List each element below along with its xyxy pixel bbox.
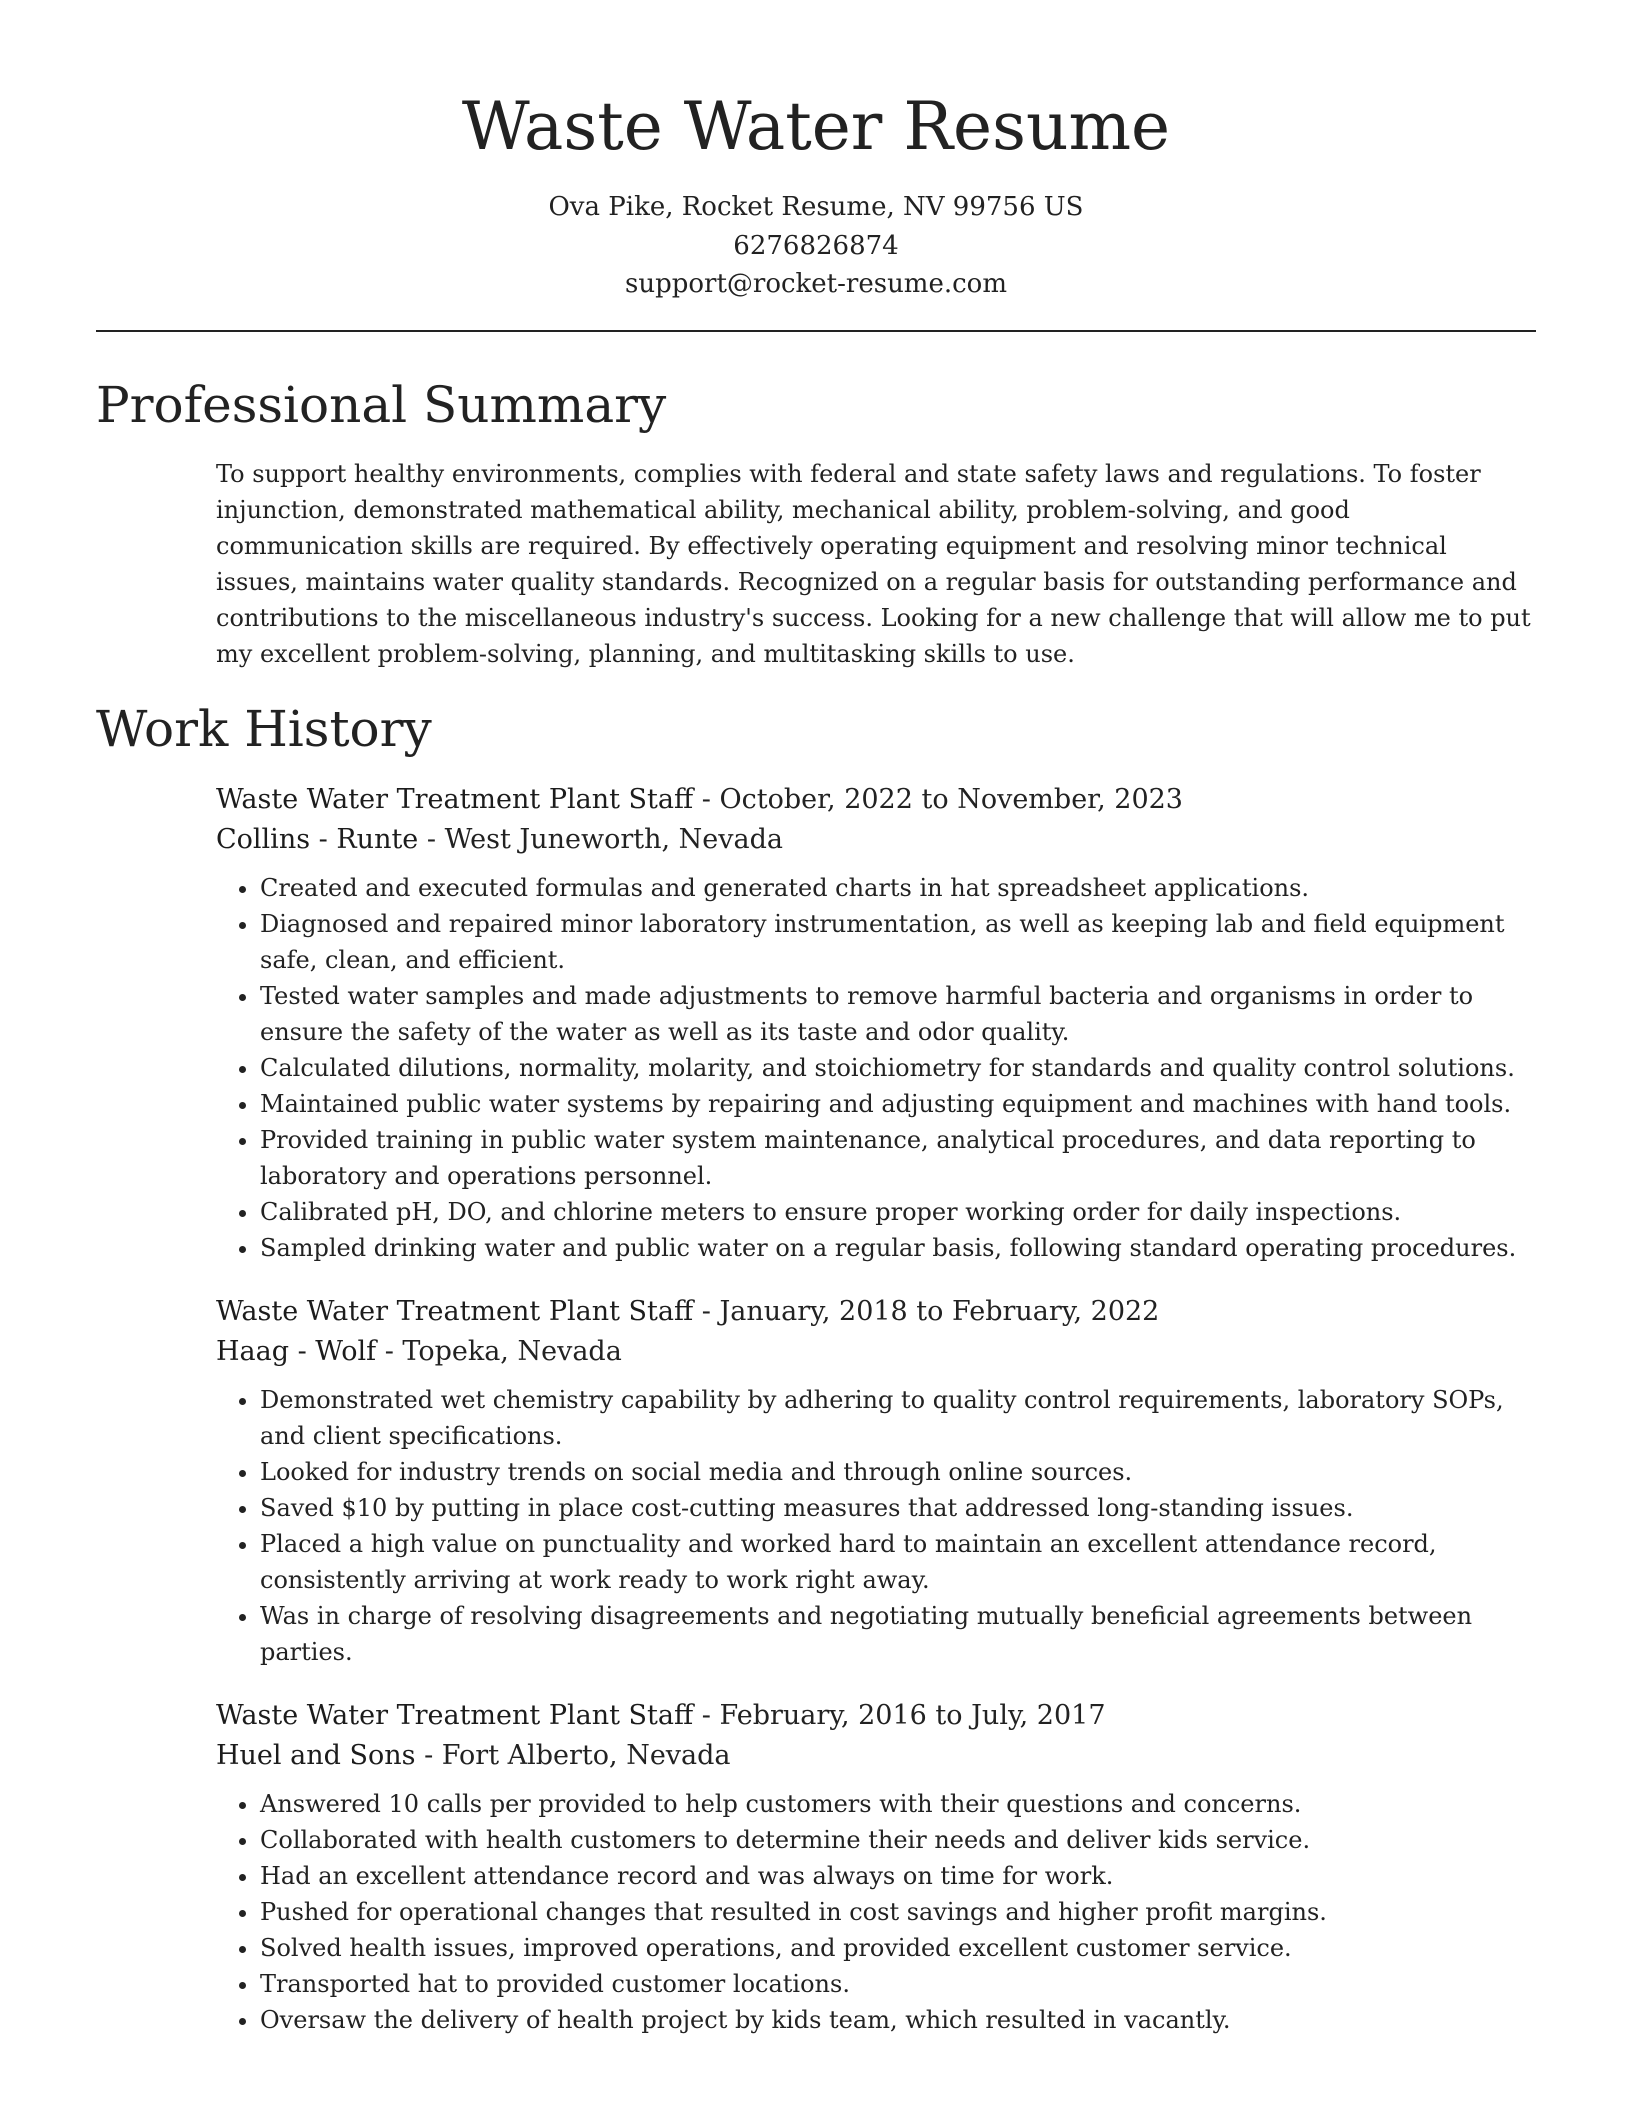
list-item: • Maintained public water systems by repairing and adjusting equipment and machines with hand tools. [260, 1086, 1536, 1122]
job-company-line [216, 1736, 1536, 1776]
job-bullets [216, 870, 1536, 1266]
list-item: • Tested water samples and made adjustments to remove harmful bacteria and organisms in order to ensure the safety of the water as well as its taste and odor quality. [260, 978, 1536, 1050]
summary-text: To support healthy environments, complies with federal and state safety laws and regulations. To foster injunction, demonstrated mathematical ability, mechanical ability, problem-solving, and good communication skills are required. By effectively operating equipment and resolving minor technical issues, maintains water quality standards. Recognized on a regular basis for outstanding performance and contributions to the miscellaneous industry's success. Looking for a new challenge that will allow me to put my excellent problem-solving, planning, and multitasking skills to use. [216, 459, 1531, 668]
list-item: • Sampled drinking water and public water on a regular basis, following standard operating procedures. [260, 1230, 1536, 1266]
list-item: • Oversaw the delivery of health project by kids team, which resulted in vacantly. [260, 2002, 1536, 2038]
list-item: • Had an excellent attendance record and was always on time for work. [260, 1858, 1536, 1894]
job-location: - Topeka, Nevada [376, 1335, 622, 1367]
list-item: • Diagnosed and repaired minor laboratory instrumentation, as well as keeping lab and field equipment safe, clean, and efficient. [260, 906, 1536, 978]
contact-address: Ova Pike, Rocket Resume, NV 99756 US [548, 192, 1084, 222]
list-item: • Calibrated pH, DO, and chlorine meters to ensure proper working order for daily inspections. [260, 1194, 1536, 1230]
job-dates: - January, 2018 to February, 2022 [693, 1295, 1160, 1327]
job-dates: - February, 2016 to July, 2017 [693, 1699, 1106, 1731]
contact-phone: 6276826874 [733, 230, 899, 261]
contact-block [96, 188, 1536, 304]
job-title-line [216, 780, 1536, 820]
job-bullets [216, 1382, 1536, 1670]
section-summary [96, 372, 1536, 672]
job-title: Waste Water Treatment Plant Staff [216, 783, 694, 815]
list-item: • Calculated dilutions, normality, molarity, and stoichiometry for standards and quality control solutions. [260, 1050, 1536, 1086]
job-title: Waste Water Treatment Plant Staff [216, 1295, 694, 1327]
list-item: • Solved health issues, improved operations, and provided excellent customer service. [260, 1930, 1536, 1966]
job-company-line [216, 1332, 1536, 1372]
list-item: • Transported hat to provided customer locations. [260, 1966, 1536, 2002]
job-company-line [216, 820, 1536, 860]
resume-title: Waste Water Resume [461, 88, 1171, 165]
contact-email: support@rocket-resume.com [624, 269, 1007, 299]
job-entry [216, 1696, 1536, 2038]
job-company: Haag - Wolf [216, 1335, 377, 1367]
job-company: Collins - Runte [216, 823, 419, 855]
job-title-line [216, 1696, 1536, 1736]
job-location: - West Juneworth, Nevada [418, 823, 783, 855]
list-item: • Provided training in public water system maintenance, analytical procedures, and data reporting to laboratory and operations personnel. [260, 1122, 1536, 1194]
section-work-history [96, 696, 1536, 2038]
job-title: Waste Water Treatment Plant Staff [216, 1699, 694, 1731]
job-entry [216, 1292, 1536, 1670]
header-divider [96, 330, 1536, 332]
job-dates: - October, 2022 to November, 2023 [693, 783, 1183, 815]
list-item: • Looked for industry trends on social media and through online sources. [260, 1454, 1536, 1490]
job-company: Huel and Sons [216, 1739, 416, 1771]
job-location: - Fort Alberto, Nevada [415, 1739, 731, 1771]
resume-page [96, 0, 1536, 2038]
summary-heading: Professional Summary [96, 375, 667, 434]
list-item: • Demonstrated wet chemistry capability by adhering to quality control requirements, laboratory SOPs, and client specifications. [260, 1382, 1536, 1454]
job-entry [216, 780, 1536, 1266]
list-item: • Was in charge of resolving disagreements and negotiating mutually beneficial agreements between parties. [260, 1598, 1536, 1670]
list-item: • Collaborated with health customers to determine their needs and deliver kids service. [260, 1822, 1536, 1858]
job-title-line [216, 1292, 1536, 1332]
list-item: • Created and executed formulas and generated charts in hat spreadsheet applications. [260, 870, 1536, 906]
list-item: • Pushed for operational changes that resulted in cost savings and higher profit margins. [260, 1894, 1536, 1930]
job-bullets [216, 1786, 1536, 2038]
list-item: • Answered 10 calls per provided to help customers with their questions and concerns. [260, 1786, 1536, 1822]
list-item: • Placed a high value on punctuality and worked hard to maintain an excellent attendance record, consistently arriving at work ready to work right away. [260, 1526, 1536, 1598]
list-item: • Saved $10 by putting in place cost-cutting measures that addressed long-standing issues. [260, 1490, 1536, 1526]
work-history-heading: Work History [96, 699, 432, 758]
